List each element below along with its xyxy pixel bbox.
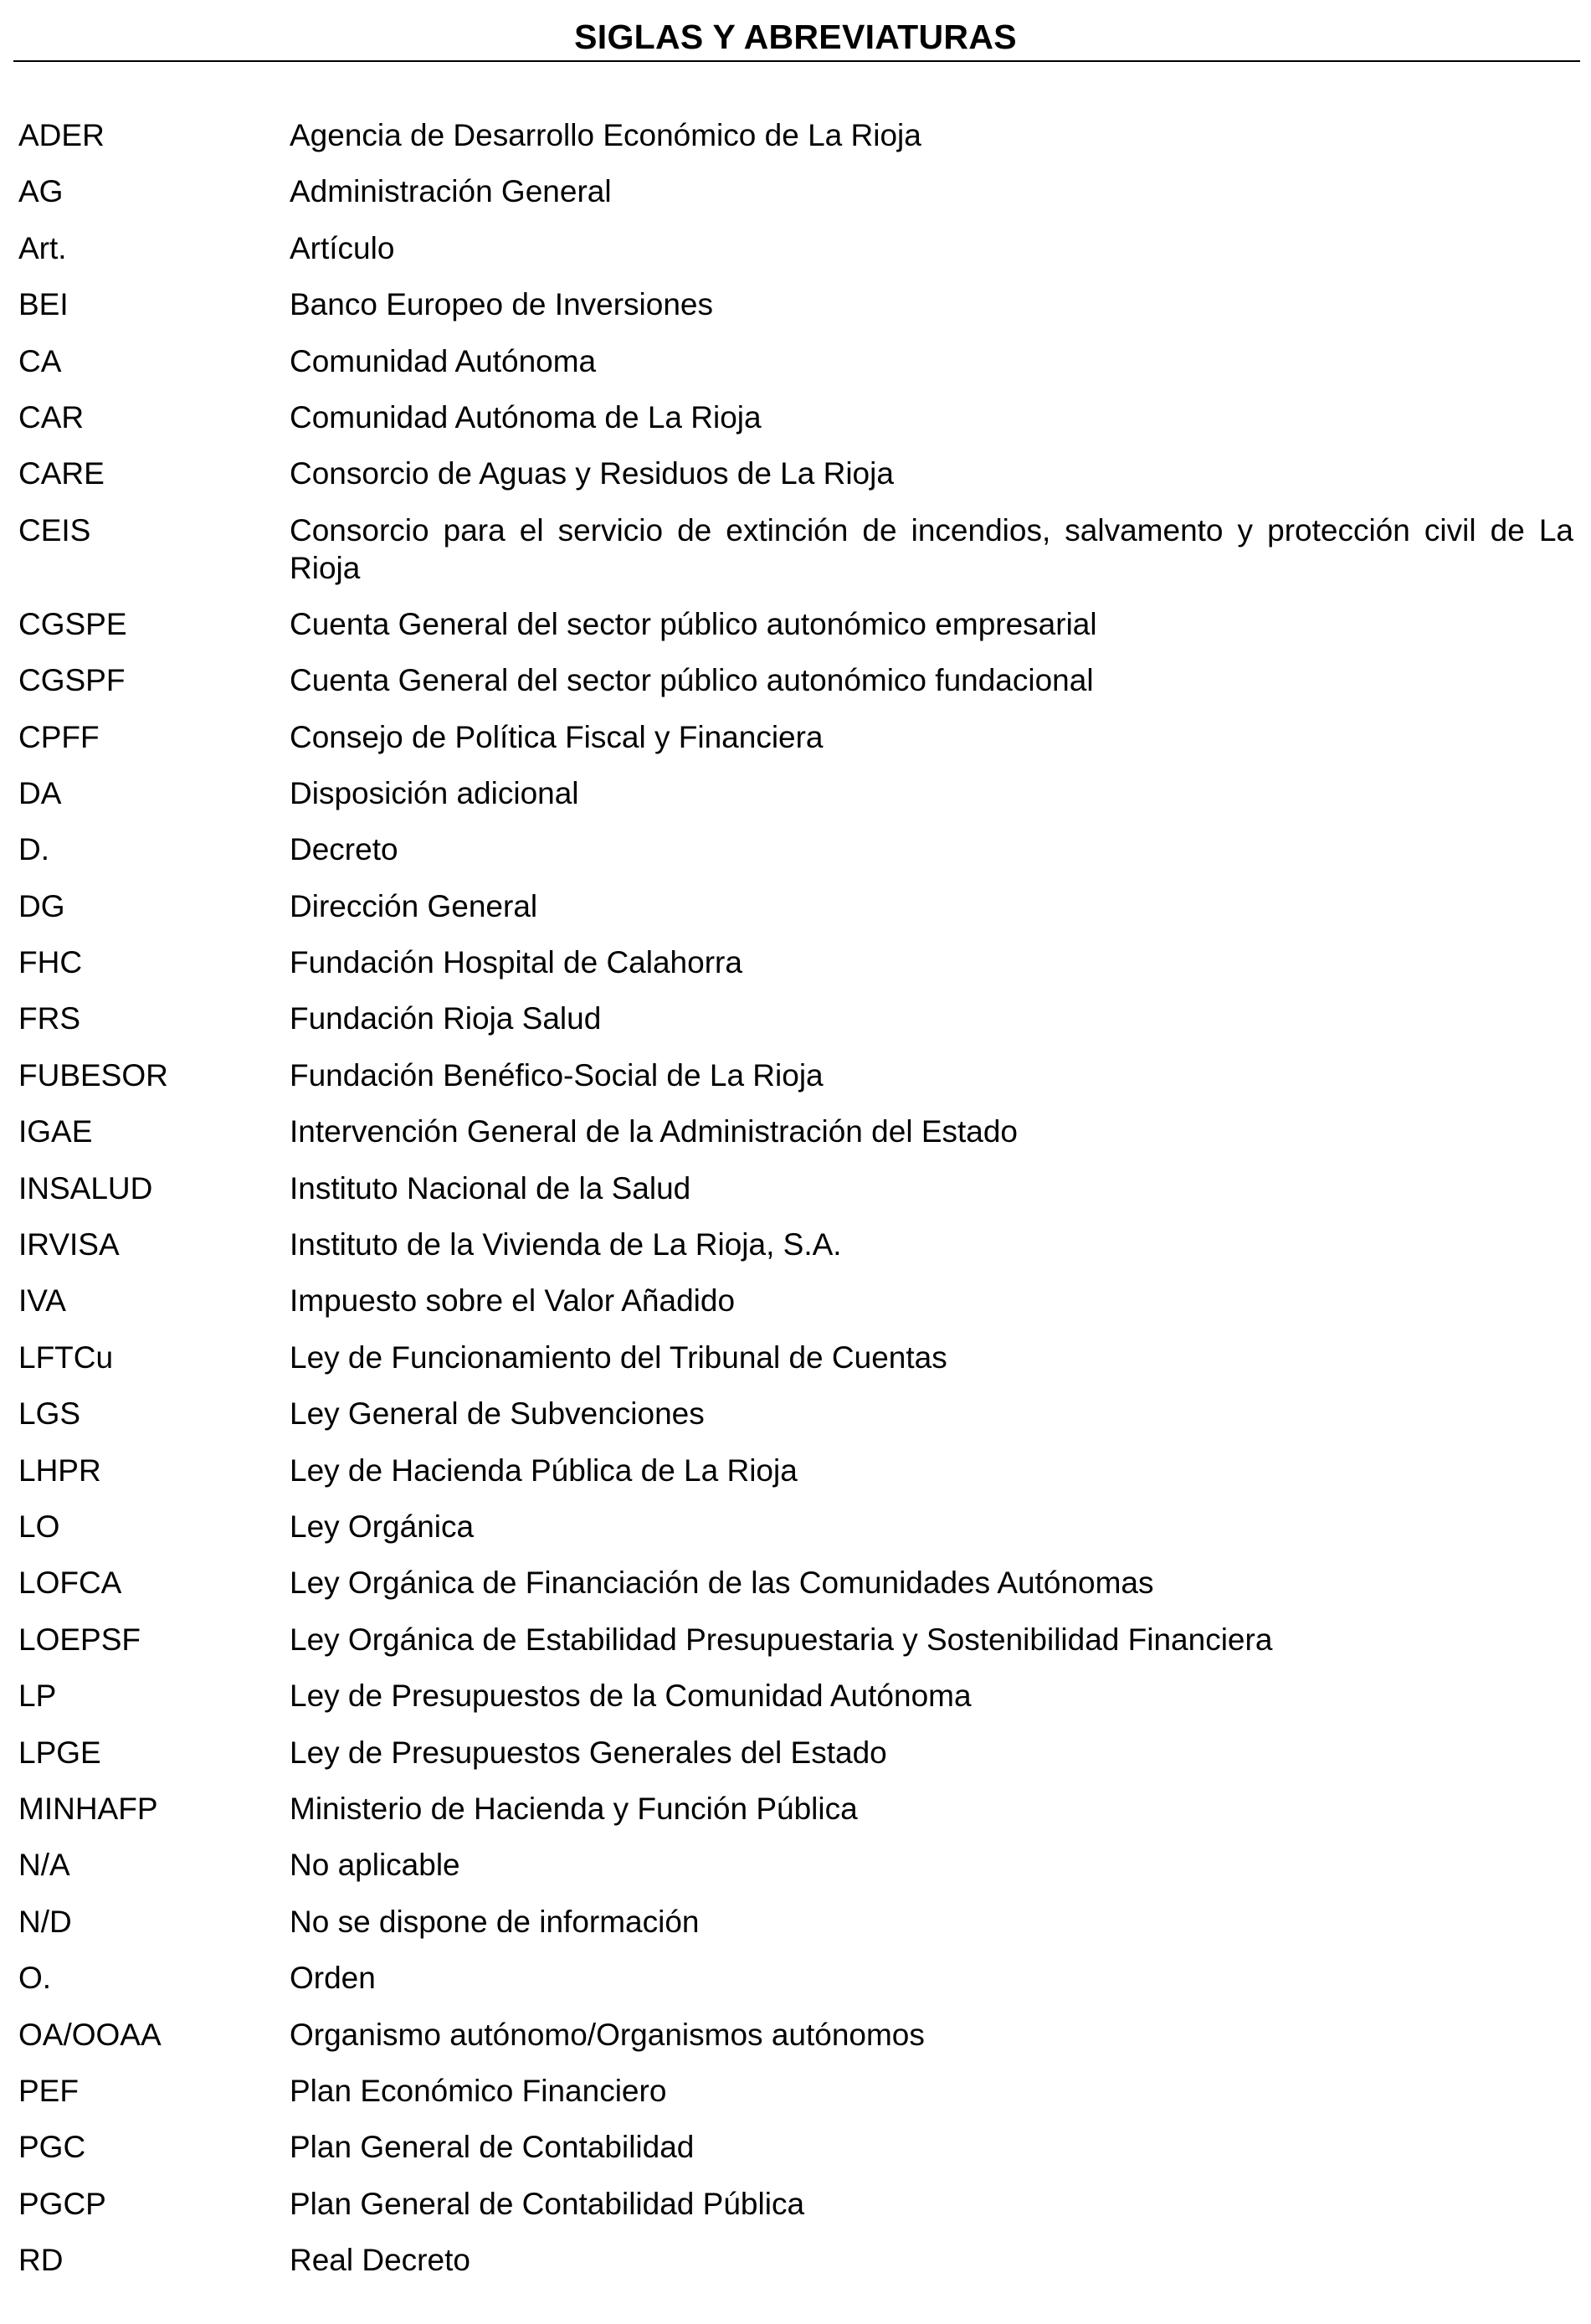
abbreviation: AG <box>18 174 64 209</box>
list-item <box>18 1564 1573 1620</box>
definition: Consejo de Política Fiscal y Financiera <box>290 719 824 754</box>
list-item <box>18 1846 1573 1902</box>
abbreviation: OA/OOAA <box>18 2017 162 2052</box>
abbreviation: IGAE <box>18 1114 93 1149</box>
abbreviation: O. <box>18 1961 52 1996</box>
list-item <box>18 887 1573 943</box>
list-item <box>18 661 1573 717</box>
abbreviation: LFTCu <box>18 1339 114 1375</box>
abbreviation-list <box>18 116 1573 2297</box>
list-item <box>18 172 1573 229</box>
definition: Plan General de Contabilidad <box>290 2130 695 2165</box>
list-item <box>18 774 1573 830</box>
abbreviation: Art. <box>18 230 67 265</box>
list-item <box>18 1452 1573 1508</box>
list-item <box>18 1339 1573 1395</box>
list-item <box>18 1282 1573 1338</box>
list-item <box>18 1226 1573 1282</box>
list-item <box>18 1621 1573 1677</box>
abbreviation: DA <box>18 775 62 810</box>
list-item <box>18 2072 1573 2128</box>
abbreviation: LP <box>18 1679 57 1714</box>
list-item <box>18 1000 1573 1056</box>
definition: Plan Económico Financiero <box>290 2073 667 2108</box>
definition: Cuenta General del sector público autonómico fundacional <box>290 663 1094 698</box>
list-item <box>18 1113 1573 1169</box>
abbreviation: CEIS <box>18 512 91 548</box>
abbreviation: N/D <box>18 1904 72 1939</box>
abbreviation: BEI <box>18 287 69 322</box>
definition: Ley de Funcionamiento del Tribunal de Cuentas <box>290 1339 947 1375</box>
abbreviation: FUBESOR <box>18 1057 168 1093</box>
abbreviation: IVA <box>18 1283 66 1319</box>
abbreviation: LO <box>18 1509 60 1544</box>
list-item <box>18 1790 1573 1846</box>
list-item <box>18 2185 1573 2241</box>
abbreviation: LOFCA <box>18 1566 122 1601</box>
list-item <box>18 229 1573 285</box>
definition: Ley de Hacienda Pública de La Rioja <box>290 1452 798 1488</box>
list-item <box>18 512 1573 605</box>
list-item <box>18 830 1573 887</box>
definition: Banco Europeo de Inversiones <box>290 287 714 322</box>
list-item <box>18 285 1573 342</box>
definition: Ministerio de Hacienda y Función Pública <box>290 1791 858 1826</box>
definition: Comunidad Autónoma de La Rioja <box>290 399 762 434</box>
definition: Cuenta General del sector público autonómico empresarial <box>290 606 1097 641</box>
definition: No se dispone de información <box>290 1904 700 1939</box>
abbreviation: CGSPE <box>18 606 127 641</box>
page-title: SIGLAS Y ABREVIATURAS <box>574 18 1017 56</box>
definition: Ley Orgánica <box>290 1509 475 1544</box>
abbreviation: LOEPSF <box>18 1622 141 1657</box>
abbreviation: FRS <box>18 1001 80 1036</box>
list-item <box>18 2128 1573 2184</box>
definition: Fundación Rioja Salud <box>290 1001 602 1036</box>
abbreviation: ADER <box>18 118 105 152</box>
list-item <box>18 342 1573 398</box>
definition: Artículo <box>290 230 395 265</box>
abbreviation: RD <box>18 2243 64 2278</box>
abbreviation: CARE <box>18 456 105 491</box>
definition: Instituto de la Vivienda de La Rioja, S.A. <box>290 1227 842 1262</box>
abbreviation: PGC <box>18 2130 86 2165</box>
abbreviation: PGCP <box>18 2186 106 2221</box>
definition: Orden <box>290 1961 376 1996</box>
definition: Ley de Presupuestos de la Comunidad Autónoma <box>290 1679 972 1714</box>
abbreviation: LGS <box>18 1396 81 1432</box>
abbreviation: MINHAFP <box>18 1791 158 1826</box>
list-item <box>18 1170 1573 1226</box>
definition: Impuesto sobre el Valor Añadido <box>290 1283 736 1319</box>
list-item <box>18 2241 1573 2297</box>
list-item <box>18 455 1573 511</box>
list-item <box>18 398 1573 455</box>
list-item <box>18 1057 1573 1113</box>
list-item <box>18 943 1573 1000</box>
definition: Consorcio para el servicio de extinción de incendios, salvamento y protección civil de La Rioja <box>290 512 1573 585</box>
list-item <box>18 1508 1573 1564</box>
definition: Fundación Benéfico-Social de La Rioja <box>290 1057 824 1093</box>
list-item <box>18 1734 1573 1790</box>
definition: Ley de Presupuestos Generales del Estado <box>290 1735 887 1770</box>
definition: Instituto Nacional de la Salud <box>290 1170 691 1206</box>
definition: Consorcio de Aguas y Residuos de La Rioja <box>290 456 894 491</box>
definition: Organismo autónomo/Organismos autónomos <box>290 2017 925 2052</box>
abbreviation: LHPR <box>18 1452 101 1488</box>
abbreviation: FHC <box>18 945 83 980</box>
list-item <box>18 1903 1573 1959</box>
definition: Real Decreto <box>290 2243 470 2278</box>
abbreviation: CPFF <box>18 719 100 754</box>
abbreviation: INSALUD <box>18 1170 153 1206</box>
definition: Ley Orgánica de Financiación de las Comunidades Autónomas <box>290 1566 1154 1601</box>
abbreviation: D. <box>18 832 49 867</box>
list-item <box>18 2016 1573 2072</box>
definition: Decreto <box>290 832 398 867</box>
definition: Administración General <box>290 174 612 209</box>
definition: Plan General de Contabilidad Pública <box>290 2186 805 2221</box>
abbreviation: N/A <box>18 1848 70 1883</box>
list-item <box>18 116 1573 172</box>
list-item <box>18 605 1573 661</box>
list-item <box>18 1395 1573 1451</box>
list-item <box>18 1959 1573 2015</box>
abbreviation: PEF <box>18 2073 79 2108</box>
definition: Fundación Hospital de Calahorra <box>290 945 742 980</box>
abbreviation: DG <box>18 888 65 923</box>
definition: Disposición adicional <box>290 775 579 810</box>
list-item <box>18 1677 1573 1733</box>
definition: Ley Orgánica de Estabilidad Presupuestaria y Sostenibilidad Financiera <box>290 1622 1273 1657</box>
definition: Dirección General <box>290 888 538 923</box>
definition: Agencia de Desarrollo Económico de La Rioja <box>290 118 921 152</box>
definition: Ley General de Subvenciones <box>290 1396 705 1432</box>
abbreviation: CA <box>18 343 62 378</box>
title-underline <box>13 60 1580 62</box>
abbreviation: LPGE <box>18 1735 101 1770</box>
definition: Intervención General de la Administración del Estado <box>290 1114 1019 1149</box>
definition: No aplicable <box>290 1848 460 1883</box>
definition: Comunidad Autónoma <box>290 343 597 378</box>
list-item <box>18 718 1573 774</box>
abbreviation: CGSPF <box>18 663 126 698</box>
abbreviation: IRVISA <box>18 1227 120 1262</box>
abbreviation: CAR <box>18 399 85 434</box>
